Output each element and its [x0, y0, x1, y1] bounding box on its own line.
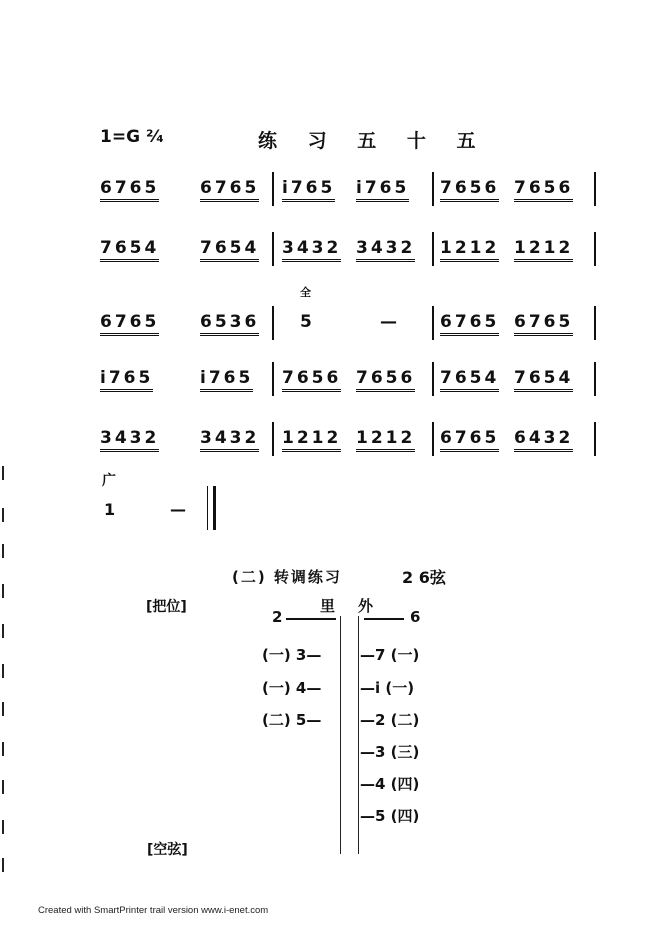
right-position-6: —5 (四) [360, 807, 420, 825]
sustain-dash: — [380, 312, 400, 332]
note-group: 1212 [356, 428, 415, 452]
bar-line [594, 172, 596, 206]
right-position-1: —7 (一) [360, 646, 420, 664]
inner-dash [286, 618, 336, 620]
bar-line [594, 422, 596, 456]
margin-mark [2, 664, 4, 678]
note-group: 7654 [200, 238, 259, 262]
final-bar-thin [207, 486, 208, 530]
note-group: 6765 [100, 178, 159, 202]
note-group: 6765 [440, 312, 499, 336]
bar-line [272, 172, 274, 206]
note-group: 7654 [514, 368, 573, 392]
bar-line [272, 422, 274, 456]
bar-line [594, 306, 596, 340]
left-position-2: (一) 4— [262, 679, 322, 697]
bar-line [272, 306, 274, 340]
marker-guang: 广 [102, 473, 116, 489]
margin-mark [2, 544, 4, 558]
bar-line [594, 362, 596, 396]
inner-label: 里 [320, 597, 336, 615]
margin-mark [2, 858, 4, 872]
position-label: [把位] [146, 599, 187, 615]
margin-mark [2, 780, 4, 794]
note-group: 1212 [282, 428, 341, 452]
note-group: i765 [200, 368, 253, 392]
bar-line [432, 232, 434, 266]
note-group: i765 [282, 178, 335, 202]
section-title: (二) 转调练习 [232, 568, 342, 586]
margin-mark [2, 584, 4, 598]
watermark-footer: Created with SmartPrinter trail version www.i-enet.com [38, 905, 269, 916]
margin-mark [2, 702, 4, 716]
right-position-3: —2 (二) [360, 711, 420, 729]
note-group: i765 [356, 178, 409, 202]
bar-line [594, 232, 596, 266]
inner-string-line [340, 616, 341, 854]
note-group: 3432 [282, 238, 341, 262]
bar-line [432, 362, 434, 396]
bar-line [272, 232, 274, 266]
music-row-3 [96, 312, 610, 346]
open-string-label: [空弦] [147, 842, 188, 858]
note-group: 7656 [282, 368, 341, 392]
final-dash: — [170, 500, 186, 519]
bar-line [432, 422, 434, 456]
note-group: 3432 [200, 428, 259, 452]
exercise-title: 练 习 五 十 五 [258, 130, 488, 152]
outer-dash [364, 618, 404, 620]
right-position-4: —3 (三) [360, 743, 420, 761]
music-row-2 [96, 238, 610, 272]
right-position-5: —4 (四) [360, 775, 420, 793]
note-group: 7656 [356, 368, 415, 392]
music-row-5 [96, 428, 610, 462]
margin-mark [2, 742, 4, 756]
note-group: 6432 [514, 428, 573, 452]
note-group: 5 [300, 312, 315, 332]
music-row-4 [96, 368, 610, 402]
right-position-2: —i (一) [360, 679, 415, 697]
section-strings: 2 6弦 [402, 568, 446, 587]
note-group: 7654 [100, 238, 159, 262]
note-group: 6765 [200, 178, 259, 202]
marker-quan: 全 [300, 286, 311, 299]
outer-string-line [358, 616, 359, 854]
bar-line [272, 362, 274, 396]
inner-string-number: 2 [272, 608, 283, 626]
note-group: 3432 [356, 238, 415, 262]
note-group: 7656 [440, 178, 499, 202]
note-group: 6765 [440, 428, 499, 452]
final-bar-thick [213, 486, 216, 530]
note-group: 6765 [514, 312, 573, 336]
key-signature: 1=G ²⁄₄ [100, 127, 164, 147]
note-group: i765 [100, 368, 153, 392]
note-group: 7656 [514, 178, 573, 202]
bar-line [432, 306, 434, 340]
note-group: 1212 [514, 238, 573, 262]
note-group: 1212 [440, 238, 499, 262]
outer-string-number: 6 [410, 608, 421, 626]
margin-mark [2, 508, 4, 522]
margin-mark [2, 624, 4, 638]
final-note: 1 [104, 500, 116, 519]
note-group: 7654 [440, 368, 499, 392]
music-row-1 [96, 178, 610, 212]
margin-mark [2, 466, 4, 480]
left-position-3: (二) 5— [262, 711, 322, 729]
left-position-1: (一) 3— [262, 646, 322, 664]
note-group: 3432 [100, 428, 159, 452]
note-group: 6536 [200, 312, 259, 336]
margin-mark [2, 820, 4, 834]
bar-line [432, 172, 434, 206]
note-group: 6765 [100, 312, 159, 336]
outer-label: 外 [358, 597, 374, 615]
